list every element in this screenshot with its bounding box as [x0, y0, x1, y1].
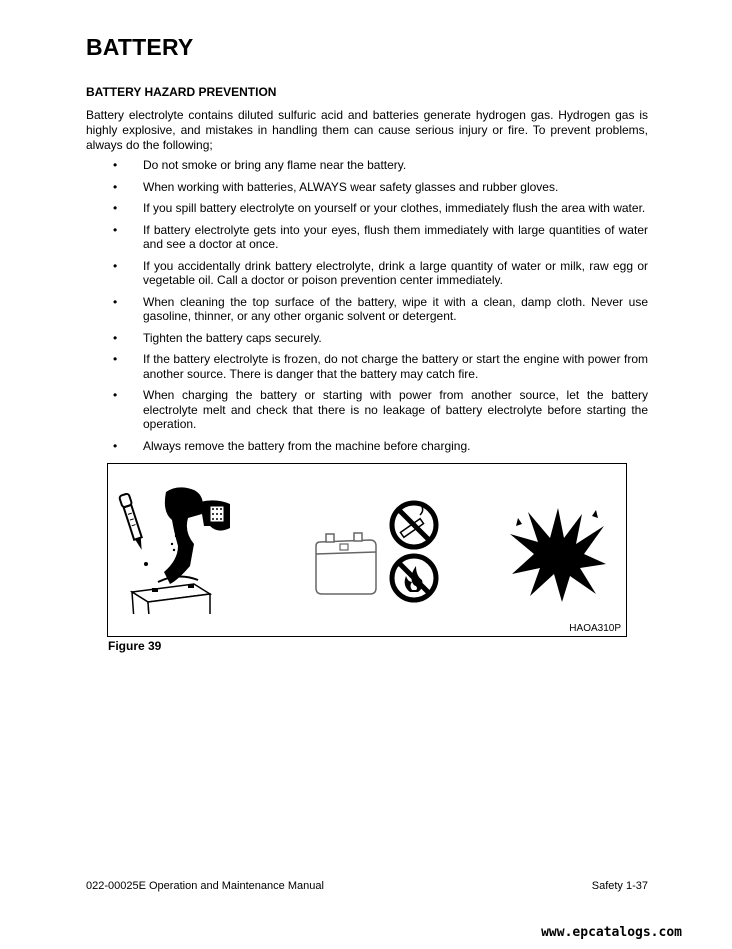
bullet-icon: •: [113, 388, 118, 402]
no-smoking-icon: [388, 499, 440, 551]
watermark: www.epcatalogs.com: [541, 925, 682, 940]
list-item: • If battery electrolyte gets into your eyes, flush them immediately with large quantities of water and see a doctor at once.: [113, 222, 648, 251]
intro-paragraph: Battery electrolyte contains diluted sulfuric acid and batteries generate hydrogen gas. Hydrogen gas is highly explosive, and mistakes in handling them can cause serious injury or fire. To prevent problems, always do the following;: [86, 108, 648, 152]
battery-acid-hazard-icon: [118, 484, 248, 614]
bullet-icon: •: [113, 294, 118, 309]
footer-manual-title: 022-00025E Operation and Maintenance Manual: [86, 880, 324, 892]
page-title: BATTERY: [86, 34, 194, 60]
list-item: • When cleaning the top surface of the battery, wipe it with a clean, damp cloth. Never use gasoline, thinner, or any other organic solvent or detergent.: [113, 294, 648, 323]
footer-page-number: Safety 1-37: [591, 880, 648, 892]
bullet-icon: •: [113, 158, 118, 172]
figure-frame: [107, 463, 627, 637]
list-item: • If the battery electrolyte is frozen, do not charge the battery or start the engine with power from another source. There is danger that the battery may catch fire.: [113, 352, 648, 381]
battery-icon: [314, 530, 378, 600]
no-flame-icon: [388, 552, 440, 604]
figure-code: HAOA310P: [569, 623, 621, 634]
list-item: • When working with batteries, ALWAYS wear safety glasses and rubber gloves.: [113, 179, 559, 194]
bullet-icon: •: [113, 179, 118, 194]
list-item: • Tighten the battery caps securely.: [113, 330, 322, 345]
bullet-icon: •: [113, 258, 118, 273]
list-item: • If you spill battery electrolyte on yourself or your clothes, immediately flush the area with water.: [113, 201, 646, 215]
list-item: • Always remove the battery from the machine before charging.: [113, 438, 471, 453]
bullet-icon: •: [113, 330, 118, 345]
section-heading: BATTERY HAZARD PREVENTION: [86, 85, 277, 99]
figure-caption: Figure 39: [108, 639, 162, 653]
bullet-icon: •: [113, 222, 118, 237]
explosion-icon: [508, 504, 608, 604]
list-item: • Do not smoke or bring any flame near the battery.: [113, 158, 407, 172]
bullet-icon: •: [113, 352, 118, 366]
list-item: • When charging the battery or starting with power from another source, let the battery electrolyte melt and check that there is no leakage of battery electrolyte before starting the operation.: [113, 388, 648, 431]
bullet-icon: •: [113, 201, 118, 215]
precautions-list: [86, 158, 648, 460]
bullet-icon: •: [113, 438, 118, 453]
list-item: • If you accidentally drink battery electrolyte, drink a large quantity of water or milk, raw egg or vegetable oil. Call a doctor or poison prevention center immediately.: [113, 258, 648, 287]
